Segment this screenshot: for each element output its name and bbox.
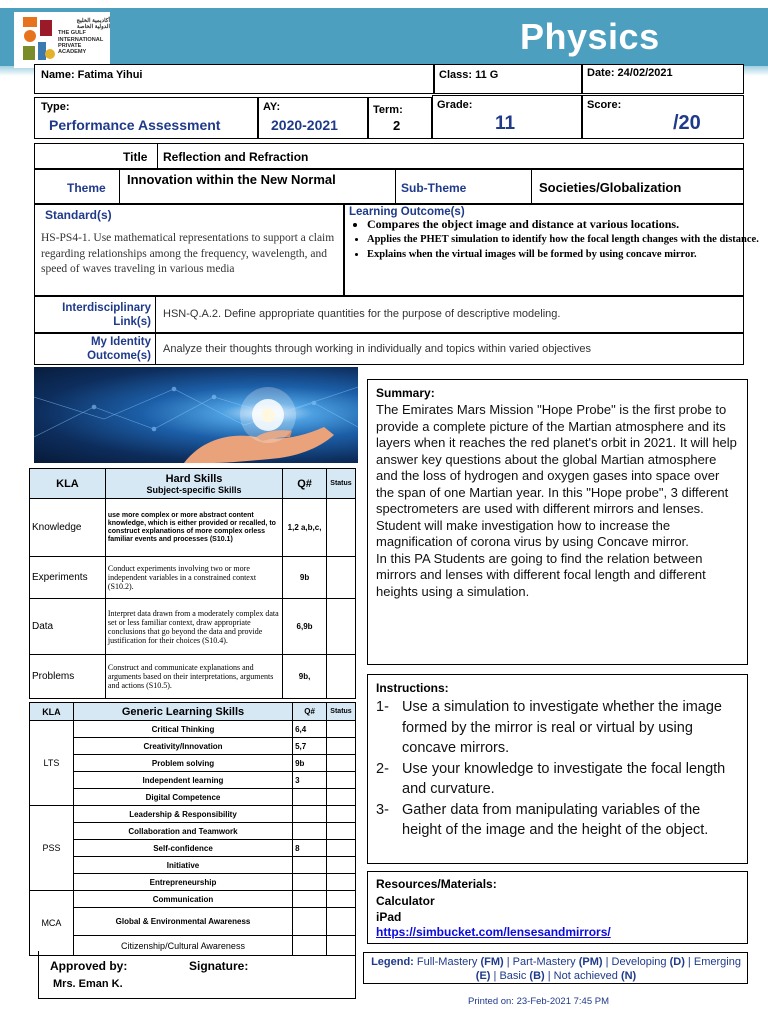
ay-value: 2020-2021 — [271, 117, 338, 133]
resource-link[interactable]: https://simbucket.com/lensesandmirrors/ — [376, 925, 611, 939]
hard-skills-header — [30, 469, 356, 499]
interdisciplinary-label — [35, 301, 151, 329]
q-cell — [293, 789, 327, 806]
legend-item-code: (N) — [620, 969, 637, 982]
ay-cell — [258, 97, 368, 139]
hand-holding-glowing-light-icon — [34, 367, 358, 463]
kla-cell: Problems — [30, 655, 106, 699]
term-value: 2 — [393, 118, 401, 133]
standards-cell — [34, 204, 344, 296]
outcome-item: • Compares the object image and distance at various locations. — [367, 217, 763, 231]
status-cell — [327, 908, 356, 936]
skill-name: Self-confidence — [73, 840, 292, 857]
instruction-number: 2- — [376, 760, 389, 777]
q-cell: 9b, — [283, 655, 327, 699]
term-cell — [368, 97, 432, 139]
summary-paragraph: Student will make investigation how to increase the magnification of corona virus by using Concave mirror. — [376, 517, 689, 549]
q-cell: 6,9b — [283, 599, 327, 655]
grade-label: Grade: — [437, 99, 473, 111]
status-cell — [326, 599, 355, 655]
theme-label: Theme — [67, 181, 106, 195]
legend-item-name: Full-Mastery — [416, 956, 481, 968]
table-row — [30, 806, 356, 823]
hard-skills-subtitle: Subject-specific Skills — [146, 484, 242, 495]
legend-item-name: Basic — [499, 969, 530, 982]
q-cell — [293, 908, 327, 936]
status-cell — [326, 499, 355, 557]
logo-arabic-2: الدولية الخاصة — [76, 24, 110, 31]
standards-label: Standard(s) — [45, 208, 112, 222]
logo-line-4: INTERNATIONAL — [58, 36, 104, 43]
instruction-item — [376, 759, 740, 800]
status-cell — [327, 874, 356, 891]
skill-name: Leadership & Responsibility — [73, 806, 292, 823]
q-cell — [293, 857, 327, 874]
legend-item-name: Developing — [611, 956, 670, 968]
legend-item-code: (PM) — [578, 956, 603, 968]
col-hard-skills — [105, 469, 282, 499]
outcomes-label: Learning Outcome(s) — [349, 206, 465, 218]
kla-group-cell: LTS — [30, 721, 74, 806]
kla-cell: Knowledge — [30, 499, 106, 557]
status-cell — [327, 721, 356, 738]
col-status: Status — [327, 703, 356, 721]
status-cell — [327, 806, 356, 823]
status-cell — [327, 789, 356, 806]
identity-label — [35, 335, 151, 363]
table-row — [30, 908, 356, 936]
q-cell: 3 — [293, 772, 327, 789]
col-q: Q# — [293, 703, 327, 721]
instruction-text: Gather data from manipulating variables of the height of the image and the height of the object. — [402, 801, 709, 838]
skill-desc: Construct and communicate explanations and arguments based on their interpretations, arguments and actions (S10.5). — [105, 655, 282, 699]
date-cell — [582, 64, 744, 94]
q-cell: 6,4 — [293, 721, 327, 738]
q-cell: 9b — [283, 557, 327, 599]
legend-item-code: (D) — [669, 956, 685, 968]
generic-skills-table — [29, 702, 356, 956]
col-generic-skills: Generic Learning Skills — [73, 703, 292, 721]
q-cell: 5,7 — [293, 738, 327, 755]
kla-cell: Data — [30, 599, 106, 655]
identity-divider — [155, 334, 156, 364]
status-cell — [327, 738, 356, 755]
table-row — [30, 721, 356, 738]
instruction-item — [376, 800, 740, 841]
kla-group-cell: MCA — [30, 891, 74, 956]
table-row — [30, 499, 356, 557]
skill-desc: Interpret data drawn from a moderately complex data set or less familiar context, draw appropriate conclusions that go beyond the data and provide justification for their choices (S10.4). — [105, 599, 282, 655]
q-cell: 9b — [293, 755, 327, 772]
interdisciplinary-divider — [155, 297, 156, 332]
q-cell: 1,2 a,b,c, — [283, 499, 327, 557]
q-cell — [293, 823, 327, 840]
gipa-logo-icon — [22, 16, 56, 62]
type-label: Type: — [41, 101, 70, 113]
skill-name: Citizenship/Cultural Awareness — [73, 936, 292, 956]
approved-by-label: Approved by: — [50, 959, 128, 973]
title-value: Reflection and Refraction — [163, 150, 309, 164]
resources-box — [367, 871, 748, 944]
legend-item-code: (B) — [529, 969, 545, 982]
instruction-item — [376, 697, 740, 759]
summary-body — [376, 402, 740, 600]
skill-name: Entrepreneurship — [73, 874, 292, 891]
title-label: Title — [123, 150, 148, 164]
class-cell — [434, 64, 582, 94]
q-cell: 8 — [293, 840, 327, 857]
skill-name: Collaboration and Teamwork — [73, 823, 292, 840]
resource-item: Calculator — [376, 894, 435, 908]
instruction-number: 1- — [376, 699, 389, 715]
status-cell — [327, 891, 356, 908]
legend-label: Legend: — [371, 956, 414, 968]
name-cell — [34, 64, 434, 94]
skill-name: Initiative — [73, 857, 292, 874]
term-label: Term: — [373, 104, 403, 116]
subtheme-value: Societies/Globalization — [539, 180, 682, 195]
type-cell — [34, 97, 258, 139]
hard-skills-table — [29, 468, 356, 699]
legend-item-name: Part-Mastery — [512, 956, 579, 968]
logo-line-3: THE GULF — [58, 30, 86, 37]
theme-divider — [119, 170, 120, 203]
school-logo — [14, 12, 110, 68]
skill-name: Global & Environmental Awareness — [73, 908, 292, 936]
hero-image — [34, 367, 358, 463]
instructions-heading: Instructions: — [376, 681, 449, 695]
student-name: Name: Fatima Yihui — [41, 69, 143, 81]
score-cell — [582, 95, 744, 139]
score-label: Score: — [587, 99, 622, 111]
status-cell — [326, 655, 355, 699]
table-row — [30, 874, 356, 891]
logo-line-5: PRIVATE ACADEMY — [58, 42, 87, 56]
skill-name: Critical Thinking — [73, 721, 292, 738]
outcomes-list — [345, 217, 763, 261]
skill-desc: use more complex or more abstract content knowledge, which is either provided or recalled, to construct explanations of more complex orless familiar events and processes (S10.1) — [105, 499, 282, 557]
instructions-list — [376, 697, 740, 841]
generic-skills-header — [30, 703, 356, 721]
identity-row — [34, 333, 744, 365]
table-row — [30, 557, 356, 599]
col-kla: KLA — [30, 703, 74, 721]
identity-text: Analyze their thoughts through working in individually and topics within varied objectives — [163, 343, 592, 355]
status-cell — [327, 823, 356, 840]
table-row — [30, 599, 356, 655]
status-cell — [327, 857, 356, 874]
skill-name: Creativity/Innovation — [73, 738, 292, 755]
col-q: Q# — [283, 469, 327, 499]
col-status: Status — [326, 469, 355, 499]
outcome-item: • Applies the PHET simulation to identify how the focal length changes with the distance. — [367, 233, 763, 246]
table-row — [30, 857, 356, 874]
kla-group-cell: PSS — [30, 806, 74, 891]
col-kla: KLA — [30, 469, 106, 499]
score-value: /20 — [673, 112, 701, 134]
interdisciplinary-row — [34, 296, 744, 333]
ay-label: AY: — [263, 101, 281, 113]
instruction-text: Use your knowledge to investigate the focal length and curvature. — [402, 760, 726, 797]
title-divider — [157, 144, 158, 168]
legend-item-name: Not achieved — [553, 969, 621, 982]
signature-label: Signature: — [189, 959, 249, 973]
outcomes-cell — [344, 204, 759, 296]
instruction-number: 3- — [376, 801, 389, 818]
legend-item-code: (E) — [475, 969, 491, 982]
status-cell — [327, 755, 356, 772]
status-cell — [327, 772, 356, 789]
theme-value: Innovation within the New Normal — [127, 172, 336, 187]
summary-paragraph: In this PA Students are going to find the relation between mirrors and lenses with different focal length and different heights using a simulation. — [376, 550, 706, 599]
table-row — [30, 772, 356, 789]
table-row — [30, 789, 356, 806]
logo-text — [58, 18, 110, 55]
summary-box — [367, 379, 748, 665]
approval-box — [38, 951, 356, 999]
grade-value: 11 — [495, 113, 516, 134]
legend-item-name: Emerging — [693, 956, 741, 968]
skill-name: Digital Competence — [73, 789, 292, 806]
grade-cell — [432, 95, 582, 139]
table-row — [30, 755, 356, 772]
hard-skills-title: Hard Skills — [165, 472, 223, 485]
subject-title: Physics — [520, 16, 660, 57]
subtheme-label: Sub-Theme — [401, 181, 467, 195]
standards-text: HS-PS4-1. Use mathematical representations to support a claim regarding relationships among the frequency, wavelength, and speed of waves traveling in various media — [41, 232, 335, 275]
legend-item-code: (FM) — [480, 956, 504, 968]
q-cell — [293, 806, 327, 823]
legend-box — [363, 952, 748, 984]
status-cell — [326, 557, 355, 599]
table-row — [30, 738, 356, 755]
resource-item: iPad — [376, 910, 402, 924]
skill-name: Communication — [73, 891, 292, 908]
identity-label-line-1: My Identity — [90, 336, 151, 348]
identity-label-line-2: Outcome(s) — [87, 350, 151, 362]
subtheme-divider-left — [395, 170, 396, 203]
summary-heading: Summary: — [376, 386, 435, 400]
class-value: Class: 11 G — [439, 69, 499, 81]
resources-heading: Resources/Materials: — [376, 877, 497, 891]
outcome-item: • Explains when the virtual images will be formed by using concave mirror. — [367, 248, 763, 261]
q-cell — [293, 891, 327, 908]
q-cell — [293, 874, 327, 891]
interdisciplinary-label-line-2: Link(s) — [113, 316, 151, 328]
date-value: Date: 24/02/2021 — [587, 67, 673, 79]
type-value: Performance Assessment — [49, 117, 221, 133]
skill-desc: Conduct experiments involving two or more independent variables in a constrained context (S10.2). — [105, 557, 282, 599]
table-row — [30, 891, 356, 908]
approver-name: Mrs. Eman K. — [53, 978, 123, 990]
title-row — [34, 143, 744, 169]
skill-name: Independent learning — [73, 772, 292, 789]
kla-cell: Experiments — [30, 557, 106, 599]
table-row — [30, 823, 356, 840]
printed-on: Printed on: 23-Feb-2021 7:45 PM — [468, 996, 610, 1007]
logo-arabic-1: أكاديمية الخليج — [76, 18, 110, 24]
interdisciplinary-label-line-1: Interdisciplinary — [62, 302, 151, 314]
skill-name: Problem solving — [73, 755, 292, 772]
legend-text: Legend: Full-Mastery (FM) | Part-Mastery (PM) | Developing (D) | Emerging (E) | Basic (B) | Not achieved (N) — [371, 956, 741, 982]
status-cell — [327, 840, 356, 857]
subtheme-divider-right — [531, 170, 532, 203]
table-row — [30, 840, 356, 857]
theme-row — [34, 169, 744, 204]
table-row — [30, 655, 356, 699]
summary-paragraph: The Emirates Mars Mission "Hope Probe" is the first probe to provide a complete picture of the Martian atmosphere and its layers when it reaches the red planet's orbit in 2021. It will help answer key questions about the global Martian atmosphere and the loss of hydrogen and oxygen gases into space over the span of one Martian year. In this "Hope probe", 3 different spectrometers are used with different mirrors and lenses. — [376, 402, 737, 516]
instructions-box — [367, 674, 748, 864]
interdisciplinary-text: HSN-Q.A.2. Define appropriate quantities for the purpose of descriptive modeling. — [163, 308, 561, 320]
instruction-text: Use a simulation to investigate whether the image formed by the mirror is real or virtual by using concave mirrors. — [402, 699, 722, 756]
